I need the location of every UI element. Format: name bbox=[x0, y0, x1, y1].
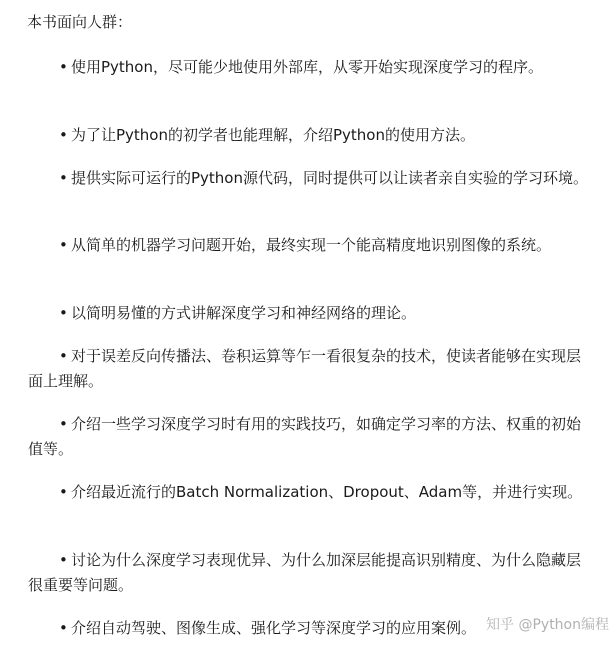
list-item-text: 对于误差反向传播法、卷积运算等乍一看很复杂的技术，使读者能够在实现层面上理解。 bbox=[28, 347, 582, 390]
list-item bbox=[28, 301, 588, 326]
list-item bbox=[28, 166, 588, 191]
list-item-text: 讨论为什么深度学习表现优异、为什么加深层能提高识别精度、为什么隐藏层很重要等问题。 bbox=[28, 551, 582, 594]
list-item bbox=[28, 123, 588, 148]
list-item-text: 从简单的机器学习问题开始，最终实现一个能高精度地识别图像的系统。 bbox=[71, 236, 552, 254]
bullet-icon: • bbox=[59, 551, 68, 569]
list-item-text: 提供实际可运行的Python源代码，同时提供可以让读者亲自实验的学习环境。 bbox=[71, 169, 588, 187]
list-item-text: 使用Python，尽可能少地使用外部库，从零开始实现深度学习的程序。 bbox=[71, 58, 543, 76]
list-item-text: 介绍最近流行的Batch Normalization、Dropout、Adam等，并进行实现。 bbox=[71, 483, 583, 501]
list-item bbox=[28, 480, 588, 505]
bullet-icon: • bbox=[59, 304, 68, 322]
list-item bbox=[28, 548, 588, 598]
list-item bbox=[28, 412, 588, 462]
watermark: 知乎 @Python编程 bbox=[486, 617, 609, 633]
bullet-icon: • bbox=[59, 415, 68, 433]
list-item-text: 介绍一些学习深度学习时有用的实践技巧，如确定学习率的方法、权重的初始值等。 bbox=[28, 415, 582, 458]
list-item-text: 介绍自动驾驶、图像生成、强化学习等深度学习的应用案例。 bbox=[71, 619, 477, 637]
list-item bbox=[28, 55, 588, 80]
list-item-text: 以简明易懂的方式讲解深度学习和神经网络的理论。 bbox=[71, 304, 417, 322]
bullet-icon: • bbox=[59, 347, 68, 365]
bullet-icon: • bbox=[59, 169, 68, 187]
bullet-icon: • bbox=[59, 236, 68, 254]
bullet-icon: • bbox=[59, 126, 68, 144]
list-item bbox=[28, 233, 588, 258]
audience-heading: 本书面向人群： bbox=[27, 13, 133, 31]
list-item-text: 为了让Python的初学者也能理解，介绍Python的使用方法。 bbox=[71, 126, 475, 144]
bullet-icon: • bbox=[59, 619, 68, 637]
list-item bbox=[28, 344, 588, 394]
bullet-icon: • bbox=[59, 483, 68, 501]
bullet-icon: • bbox=[59, 58, 68, 76]
